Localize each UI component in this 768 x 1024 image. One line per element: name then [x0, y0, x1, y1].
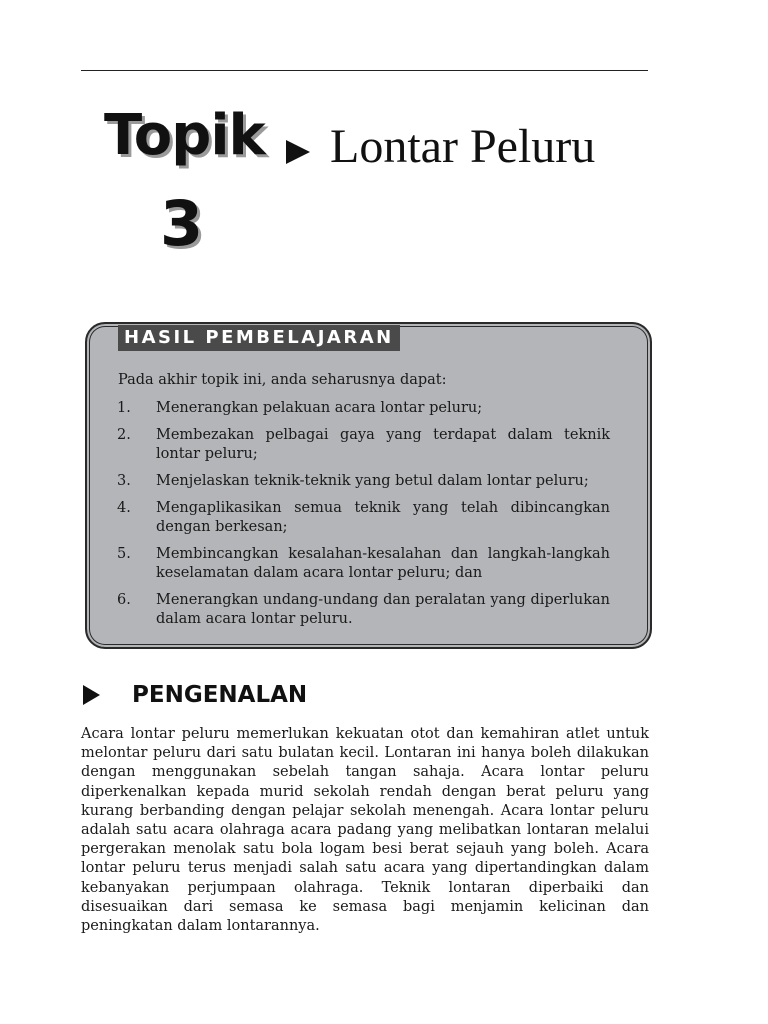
list-item-text: Membezakan pelbagai gaya yang terdapat dalam teknik lontar peluru;: [156, 427, 610, 462]
introduction-paragraph: Acara lontar peluru memerlukan kekuatan otot dan kemahiran atlet untuk melontar peluru dari satu bulatan kecil. Lontaran ini hanya boleh dilakukan dengan menggunakan sebelah tangan sahaja. Acara lontar peluru diperkenalkan kepada murid sekolah rendah dengan berat peluru yang kurang berbanding dengan pelajar sekolah menengah. Acara lontar peluru adalah satu acara olahraga acara padang yang melibatkan lontaran melalui pergerakan menolak satu bola logam besi berat sejauh yang boleh. Acara lontar peluru terus menjadi salah satu acara yang dipertandingkan dalam kebanyakan perjumpaan olahraga. Teknik lontaran diperbaiki dan disesuaikan dari semasa ke semasa bagi menjamin kelicinan dan peningkatan dalam lontarannya.: [81, 726, 649, 935]
section-heading: PENGENALAN: [132, 682, 308, 708]
section-arrow-icon: [83, 685, 100, 705]
top-divider: [81, 70, 648, 71]
learning-outcomes-intro: Pada akhir topik ini, anda seharusnya dapat:: [118, 372, 447, 388]
list-item-text: Mengaplikasikan semua teknik yang telah dibincangkan dengan berkesan;: [156, 500, 610, 535]
list-item: [117, 426, 610, 464]
list-item-number: 3.: [117, 473, 131, 489]
list-item-number: 5.: [117, 546, 131, 562]
list-item: [117, 399, 610, 418]
learning-outcomes-list: [117, 399, 610, 637]
list-item: [117, 499, 610, 537]
list-item-text: Membincangkan kesalahan-kesalahan dan langkah-langkah keselamatan dalam acara lontar peluru; dan: [156, 546, 610, 581]
learning-outcomes-heading: HASIL PEMBELAJARAN: [118, 325, 400, 351]
list-item-text: Menjelaskan teknik-teknik yang betul dalam lontar peluru;: [156, 473, 589, 489]
list-item: [117, 545, 610, 583]
page-title: Lontar Peluru: [330, 120, 596, 173]
list-item-number: 4.: [117, 500, 131, 516]
list-item-text: Menerangkan pelakuan acara lontar peluru;: [156, 400, 483, 416]
topic-label: Topik: [104, 103, 265, 168]
list-item: [117, 591, 610, 629]
list-item: [117, 472, 610, 491]
list-item-number: 2.: [117, 427, 131, 443]
list-item-text: Menerangkan undang-undang dan peralatan yang diperlukan dalam acara lontar peluru.: [156, 592, 610, 627]
play-arrow-icon: [286, 140, 310, 164]
topic-number: 3: [160, 187, 204, 260]
list-item-number: 6.: [117, 592, 131, 608]
list-item-number: 1.: [117, 400, 131, 416]
